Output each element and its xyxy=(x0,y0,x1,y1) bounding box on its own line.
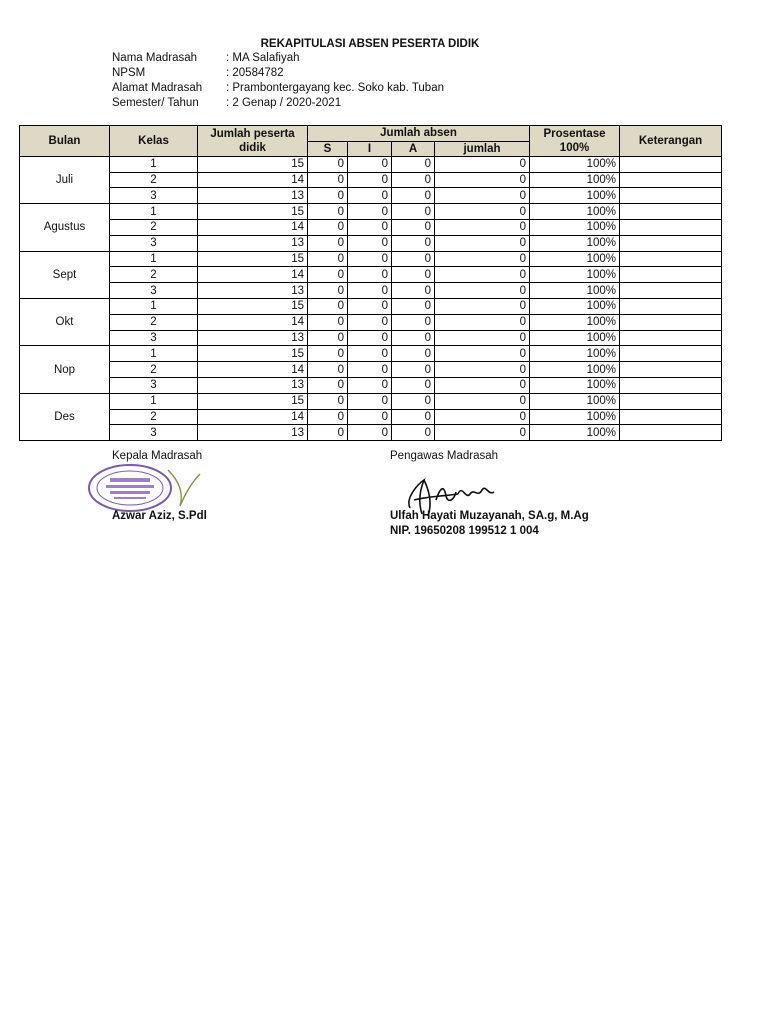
jumlah-cell: 0 xyxy=(435,346,530,362)
prosentase-cell: 100% xyxy=(530,330,620,346)
s-cell: 0 xyxy=(308,156,348,172)
i-cell: 0 xyxy=(348,409,392,425)
kelas-cell: 3 xyxy=(110,330,198,346)
i-cell: 0 xyxy=(348,425,392,441)
kelas-cell: 1 xyxy=(110,298,198,314)
prosentase-cell: 100% xyxy=(530,251,620,267)
a-cell: 0 xyxy=(392,425,435,441)
attendance-recap-table xyxy=(19,125,722,441)
kelas-cell: 3 xyxy=(110,188,198,204)
kelas-cell: 3 xyxy=(110,425,198,441)
peserta-cell: 15 xyxy=(198,251,308,267)
month-cell: Juli xyxy=(20,156,110,203)
keterangan-cell xyxy=(620,377,722,393)
kelas-cell: 1 xyxy=(110,156,198,172)
s-cell: 0 xyxy=(308,235,348,251)
info-value: : 2 Genap / 2020-2021 xyxy=(226,97,342,109)
peserta-cell: 14 xyxy=(198,267,308,283)
month-cell: Nop xyxy=(20,346,110,393)
pengawas-madrasah-name: Ulfah Hayati Muzayanah, SA.g, M.Ag xyxy=(390,510,589,522)
kelas-cell: 1 xyxy=(110,346,198,362)
prosentase-cell: 100% xyxy=(530,393,620,409)
peserta-cell: 15 xyxy=(198,204,308,220)
jumlah-cell: 0 xyxy=(435,298,530,314)
jumlah-cell: 0 xyxy=(435,219,530,235)
info-value: : Prambontergayang kec. Soko kab. Tuban xyxy=(226,82,444,94)
a-cell: 0 xyxy=(392,219,435,235)
header-jumlah-absen: Jumlah absen xyxy=(308,126,530,142)
keterangan-cell xyxy=(620,172,722,188)
header-jumlah-peserta-line2: didik xyxy=(239,141,266,154)
jumlah-cell: 0 xyxy=(435,377,530,393)
keterangan-cell xyxy=(620,235,722,251)
a-cell: 0 xyxy=(392,172,435,188)
s-cell: 0 xyxy=(308,298,348,314)
a-cell: 0 xyxy=(392,267,435,283)
header-s: S xyxy=(308,141,348,156)
i-cell: 0 xyxy=(348,219,392,235)
keterangan-cell xyxy=(620,298,722,314)
i-cell: 0 xyxy=(348,283,392,299)
info-value: : 20584782 xyxy=(226,67,284,79)
a-cell: 0 xyxy=(392,188,435,204)
a-cell: 0 xyxy=(392,314,435,330)
jumlah-cell: 0 xyxy=(435,314,530,330)
jumlah-cell: 0 xyxy=(435,330,530,346)
document-title: REKAPITULASI ABSEN PESERTA DIDIK xyxy=(260,38,480,50)
kelas-cell: 1 xyxy=(110,251,198,267)
header-jumlah-peserta xyxy=(198,126,308,157)
pengawas-madrasah-label: Pengawas Madrasah xyxy=(390,450,499,462)
table-row xyxy=(20,204,722,220)
i-cell: 0 xyxy=(348,251,392,267)
a-cell: 0 xyxy=(392,204,435,220)
keterangan-cell xyxy=(620,409,722,425)
table-row xyxy=(20,346,722,362)
keterangan-cell xyxy=(620,393,722,409)
kepala-madrasah-name: Azwar Aziz, S.Pdl xyxy=(112,510,207,522)
s-cell: 0 xyxy=(308,346,348,362)
keterangan-cell xyxy=(620,156,722,172)
table-row xyxy=(20,298,722,314)
s-cell: 0 xyxy=(308,188,348,204)
kelas-cell: 3 xyxy=(110,235,198,251)
keterangan-cell xyxy=(620,330,722,346)
kelas-cell: 2 xyxy=(110,362,198,378)
prosentase-cell: 100% xyxy=(530,346,620,362)
keterangan-cell xyxy=(620,204,722,220)
keterangan-cell xyxy=(620,219,722,235)
prosentase-cell: 100% xyxy=(530,235,620,251)
jumlah-cell: 0 xyxy=(435,393,530,409)
month-cell: Sept xyxy=(20,251,110,298)
prosentase-cell: 100% xyxy=(530,219,620,235)
jumlah-cell: 0 xyxy=(435,188,530,204)
prosentase-cell: 100% xyxy=(530,156,620,172)
s-cell: 0 xyxy=(308,409,348,425)
table-row xyxy=(20,362,722,378)
s-cell: 0 xyxy=(308,172,348,188)
jumlah-cell: 0 xyxy=(435,251,530,267)
month-cell: Agustus xyxy=(20,204,110,251)
prosentase-cell: 100% xyxy=(530,172,620,188)
kelas-cell: 1 xyxy=(110,204,198,220)
jumlah-cell: 0 xyxy=(435,156,530,172)
s-cell: 0 xyxy=(308,267,348,283)
i-cell: 0 xyxy=(348,204,392,220)
table-row xyxy=(20,188,722,204)
header-jumlah-peserta-line1: Jumlah peserta xyxy=(210,127,295,140)
header-jumlah: jumlah xyxy=(435,141,530,156)
prosentase-cell: 100% xyxy=(530,425,620,441)
prosentase-cell: 100% xyxy=(530,283,620,299)
table-row xyxy=(20,377,722,393)
info-label: Nama Madrasah xyxy=(112,52,198,64)
table-row xyxy=(20,409,722,425)
info-value: : MA Salafiyah xyxy=(226,52,300,64)
a-cell: 0 xyxy=(392,409,435,425)
table-row xyxy=(20,251,722,267)
i-cell: 0 xyxy=(348,172,392,188)
s-cell: 0 xyxy=(308,362,348,378)
prosentase-cell: 100% xyxy=(530,204,620,220)
table-row xyxy=(20,172,722,188)
s-cell: 0 xyxy=(308,204,348,220)
s-cell: 0 xyxy=(308,393,348,409)
peserta-cell: 14 xyxy=(198,219,308,235)
jumlah-cell: 0 xyxy=(435,267,530,283)
kepala-madrasah-label: Kepala Madrasah xyxy=(112,450,203,462)
keterangan-cell xyxy=(620,314,722,330)
peserta-cell: 13 xyxy=(198,425,308,441)
i-cell: 0 xyxy=(348,393,392,409)
kelas-cell: 2 xyxy=(110,219,198,235)
table-row xyxy=(20,330,722,346)
jumlah-cell: 0 xyxy=(435,362,530,378)
jumlah-cell: 0 xyxy=(435,425,530,441)
prosentase-cell: 100% xyxy=(530,298,620,314)
s-cell: 0 xyxy=(308,377,348,393)
a-cell: 0 xyxy=(392,156,435,172)
a-cell: 0 xyxy=(392,346,435,362)
a-cell: 0 xyxy=(392,235,435,251)
table-body xyxy=(20,156,722,440)
a-cell: 0 xyxy=(392,283,435,299)
keterangan-cell xyxy=(620,188,722,204)
jumlah-cell: 0 xyxy=(435,235,530,251)
peserta-cell: 13 xyxy=(198,283,308,299)
peserta-cell: 14 xyxy=(198,409,308,425)
prosentase-cell: 100% xyxy=(530,267,620,283)
table-row xyxy=(20,235,722,251)
header-prosentase-line2: 100% xyxy=(559,141,590,154)
jumlah-cell: 0 xyxy=(435,204,530,220)
kelas-cell: 2 xyxy=(110,267,198,283)
prosentase-cell: 100% xyxy=(530,188,620,204)
peserta-cell: 15 xyxy=(198,346,308,362)
header-bulan: Bulan xyxy=(20,126,110,157)
kelas-cell: 2 xyxy=(110,314,198,330)
jumlah-cell: 0 xyxy=(435,283,530,299)
prosentase-cell: 100% xyxy=(530,314,620,330)
header-keterangan: Keterangan xyxy=(620,126,722,157)
header-kelas: Kelas xyxy=(110,126,198,157)
peserta-cell: 13 xyxy=(198,235,308,251)
kelas-cell: 1 xyxy=(110,393,198,409)
a-cell: 0 xyxy=(392,362,435,378)
a-cell: 0 xyxy=(392,251,435,267)
header-prosentase xyxy=(530,126,620,157)
s-cell: 0 xyxy=(308,330,348,346)
i-cell: 0 xyxy=(348,267,392,283)
i-cell: 0 xyxy=(348,346,392,362)
peserta-cell: 13 xyxy=(198,330,308,346)
kelas-cell: 3 xyxy=(110,283,198,299)
s-cell: 0 xyxy=(308,283,348,299)
header-a: A xyxy=(392,141,435,156)
i-cell: 0 xyxy=(348,188,392,204)
table-row xyxy=(20,156,722,172)
s-cell: 0 xyxy=(308,314,348,330)
info-label: Semester/ Tahun xyxy=(112,97,199,109)
i-cell: 0 xyxy=(348,156,392,172)
pengawas-nip: NIP. 19650208 199512 1 004 xyxy=(390,525,539,537)
a-cell: 0 xyxy=(392,393,435,409)
header-i: I xyxy=(348,141,392,156)
kelas-cell: 3 xyxy=(110,377,198,393)
peserta-cell: 14 xyxy=(198,362,308,378)
info-label: NPSM xyxy=(112,67,146,79)
keterangan-cell xyxy=(620,283,722,299)
table-row xyxy=(20,314,722,330)
keterangan-cell xyxy=(620,267,722,283)
jumlah-cell: 0 xyxy=(435,172,530,188)
i-cell: 0 xyxy=(348,314,392,330)
peserta-cell: 14 xyxy=(198,314,308,330)
s-cell: 0 xyxy=(308,425,348,441)
table-row xyxy=(20,425,722,441)
month-cell: Okt xyxy=(20,298,110,345)
s-cell: 0 xyxy=(308,251,348,267)
a-cell: 0 xyxy=(392,377,435,393)
peserta-cell: 13 xyxy=(198,377,308,393)
i-cell: 0 xyxy=(348,298,392,314)
keterangan-cell xyxy=(620,346,722,362)
peserta-cell: 15 xyxy=(198,298,308,314)
i-cell: 0 xyxy=(348,330,392,346)
month-cell: Des xyxy=(20,393,110,440)
prosentase-cell: 100% xyxy=(530,377,620,393)
table-row xyxy=(20,283,722,299)
jumlah-cell: 0 xyxy=(435,409,530,425)
i-cell: 0 xyxy=(348,377,392,393)
header-prosentase-line1: Prosentase xyxy=(543,127,606,140)
peserta-cell: 15 xyxy=(198,393,308,409)
table-row xyxy=(20,393,722,409)
peserta-cell: 13 xyxy=(198,188,308,204)
peserta-cell: 15 xyxy=(198,156,308,172)
keterangan-cell xyxy=(620,251,722,267)
a-cell: 0 xyxy=(392,330,435,346)
info-label: Alamat Madrasah xyxy=(112,82,203,94)
a-cell: 0 xyxy=(392,298,435,314)
prosentase-cell: 100% xyxy=(530,409,620,425)
table-row xyxy=(20,267,722,283)
i-cell: 0 xyxy=(348,362,392,378)
i-cell: 0 xyxy=(348,235,392,251)
kelas-cell: 2 xyxy=(110,409,198,425)
s-cell: 0 xyxy=(308,219,348,235)
prosentase-cell: 100% xyxy=(530,362,620,378)
kelas-cell: 2 xyxy=(110,172,198,188)
table-row xyxy=(20,219,722,235)
peserta-cell: 14 xyxy=(198,172,308,188)
keterangan-cell xyxy=(620,425,722,441)
keterangan-cell xyxy=(620,362,722,378)
